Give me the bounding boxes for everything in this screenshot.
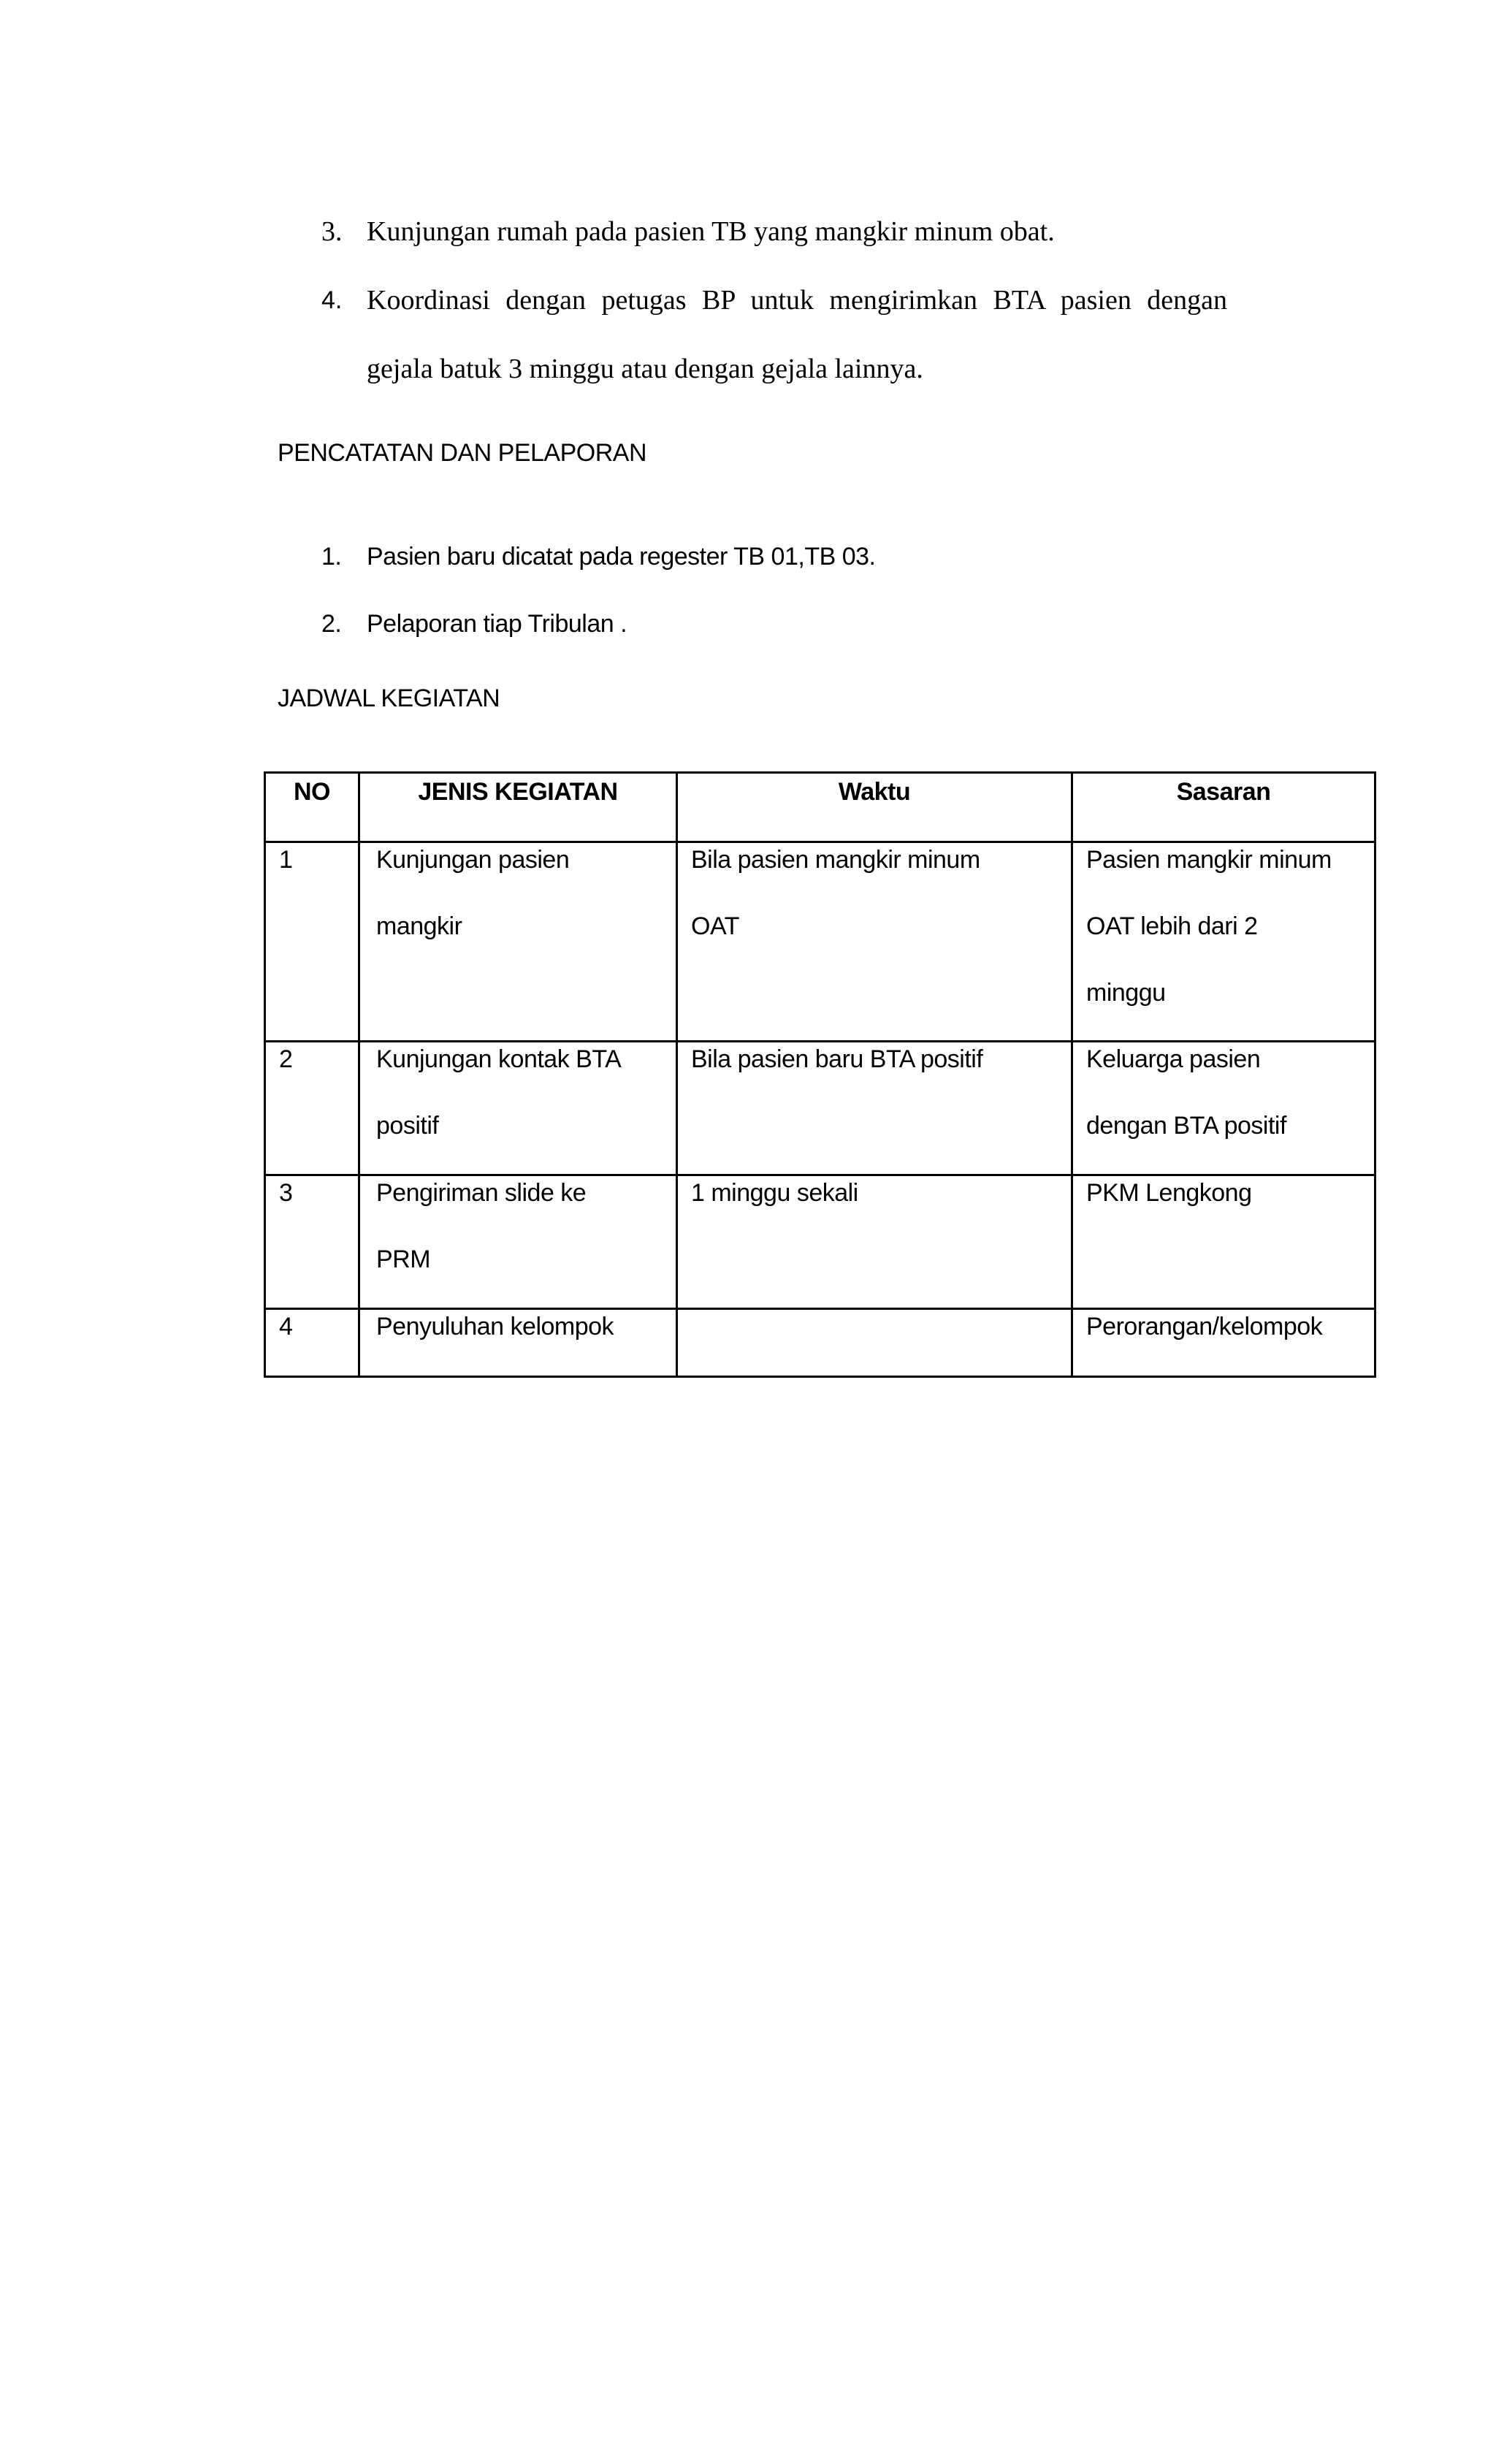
cell-line: 2 — [279, 1045, 293, 1073]
list-text: Pasien baru dicatat pada regester TB 01,TB 03. — [367, 543, 876, 571]
cell-waktu — [677, 1175, 1072, 1309]
column-header-sasaran: Sasaran — [1072, 773, 1375, 842]
list-text: Kunjungan rumah pada pasien TB yang mangkir minum obat. — [367, 216, 1055, 247]
list-text-line-1: Koordinasi dengan petugas BP untuk mengirimkan BTA pasien dengan — [367, 285, 1227, 316]
cell-text — [1086, 1294, 1362, 1360]
cell-text — [279, 1026, 346, 1093]
list-number: 4. — [321, 286, 343, 314]
cell-text — [691, 1160, 1059, 1227]
cell-text — [691, 1026, 1059, 1093]
cell-line: PKM Lengkong — [1086, 1179, 1252, 1207]
list-item — [321, 523, 875, 590]
cell-sasaran — [1072, 842, 1375, 1042]
table-row — [265, 842, 1375, 1042]
cell-line: PRM — [376, 1246, 431, 1273]
cell-jenis-kegiatan — [359, 842, 677, 1042]
cell-line: 1 — [279, 846, 293, 874]
cell-line: Pengiriman slide ke — [376, 1179, 587, 1207]
column-header-no: NO — [265, 773, 359, 842]
cell-text — [279, 1160, 346, 1227]
cell-line: Kunjungan kontak BTA — [376, 1045, 622, 1073]
cell-text — [691, 827, 1059, 960]
table-row — [265, 1175, 1375, 1309]
cell-no — [265, 842, 359, 1042]
section-heading-pencatatan: PENCATATAN DAN PELAPORAN — [278, 439, 647, 467]
cell-line: mangkir — [376, 912, 462, 940]
list-number: 3. — [321, 216, 343, 247]
cell-jenis-kegiatan — [359, 1309, 677, 1377]
cell-line: dengan BTA positif — [1086, 1112, 1286, 1140]
cell-waktu — [677, 842, 1072, 1042]
activity-list-continued — [321, 197, 1227, 403]
list-text-line-2: gejala batuk 3 minggu atau dengan gejala lainnya. — [367, 354, 923, 384]
table-row — [265, 1309, 1375, 1377]
cell-text — [279, 827, 346, 893]
cell-line: Keluarga pasien — [1086, 1045, 1261, 1073]
cell-waktu — [677, 1309, 1072, 1377]
pencatatan-list — [321, 523, 875, 657]
cell-line: Penyuluhan kelompok — [376, 1313, 614, 1340]
cell-jenis-kegiatan — [359, 1042, 677, 1175]
cell-line: Pasien mangkir minum — [1086, 846, 1332, 874]
section-heading-jadwal: JADWAL KEGIATAN — [278, 684, 500, 712]
cell-line: 3 — [279, 1179, 293, 1207]
cell-waktu — [677, 1042, 1072, 1175]
cell-sasaran — [1072, 1175, 1375, 1309]
cell-text — [376, 1160, 664, 1293]
list-number: 2. — [321, 610, 342, 638]
column-header-jenis-kegiatan: JENIS KEGIATAN — [359, 773, 677, 842]
column-header-waktu: Waktu — [677, 773, 1072, 842]
list-text: Pelaporan tiap Tribulan . — [367, 610, 627, 638]
cell-text — [1086, 1160, 1362, 1227]
cell-text — [376, 1026, 664, 1159]
cell-jenis-kegiatan — [359, 1175, 677, 1309]
cell-text — [1086, 1026, 1362, 1159]
cell-line: Bila pasien baru BTA positif — [691, 1045, 983, 1073]
cell-line: 1 minggu sekali — [691, 1179, 858, 1207]
table-row — [265, 1042, 1375, 1175]
list-number: 1. — [321, 543, 342, 571]
cell-no — [265, 1042, 359, 1175]
cell-line: Kunjungan pasien — [376, 846, 570, 874]
cell-text — [1086, 827, 1362, 1026]
cell-text — [376, 827, 664, 960]
schedule-table — [264, 771, 1376, 1378]
cell-sasaran — [1072, 1042, 1375, 1175]
cell-no — [265, 1175, 359, 1309]
cell-line: OAT — [691, 912, 739, 940]
cell-no — [265, 1309, 359, 1377]
list-item — [321, 197, 1227, 266]
cell-text — [376, 1294, 664, 1360]
cell-line: minggu — [1086, 979, 1166, 1007]
cell-line: Perorangan/kelompok — [1086, 1313, 1323, 1340]
cell-line: positif — [376, 1112, 439, 1140]
list-item — [321, 590, 875, 657]
cell-line: 4 — [279, 1313, 293, 1340]
list-item — [321, 266, 1227, 403]
cell-sasaran — [1072, 1309, 1375, 1377]
cell-line: OAT lebih dari 2 — [1086, 912, 1258, 940]
cell-text — [279, 1294, 346, 1360]
cell-line: Bila pasien mangkir minum — [691, 846, 980, 874]
